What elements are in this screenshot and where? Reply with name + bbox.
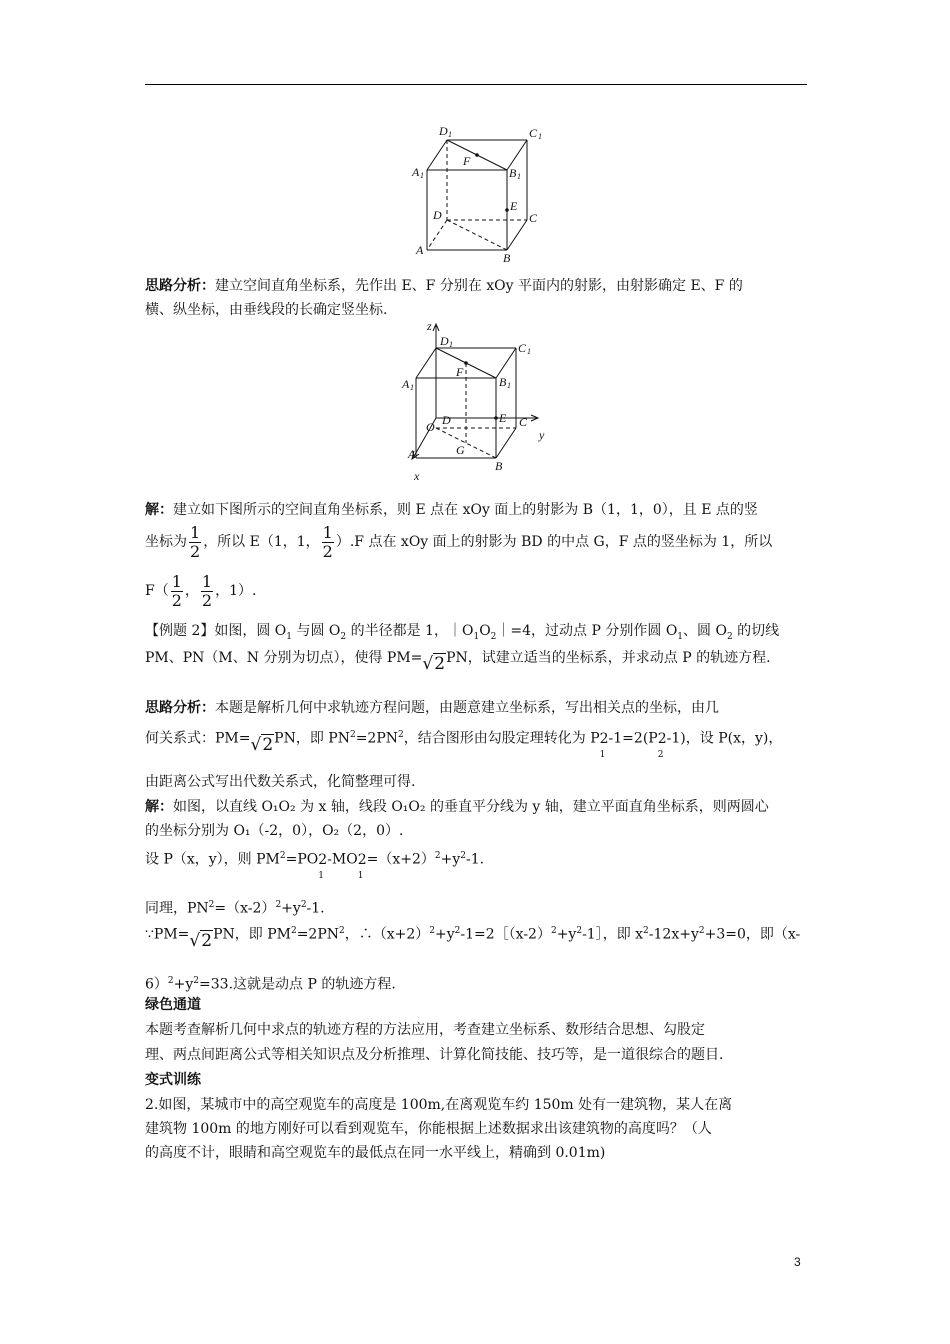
svg-text:B: B: [509, 166, 517, 180]
variant-training-heading: 变式训练: [145, 1072, 201, 1088]
svg-text:A: A: [416, 243, 424, 257]
solution2-line-e: ∵PM=√2PN，即 $PM^2=2PN^2$，$\therefore(x+2)^2+y^2-1=2[(x-2)^2+y^2-1]$，即 $x^2-12x+y^2+3=0$，即（x-: [145, 926, 801, 951]
svg-text:1: 1: [527, 347, 531, 356]
svg-text:1: 1: [507, 381, 511, 390]
svg-text:1: 1: [410, 383, 414, 392]
solution1-line-b: 坐标为 $\frac{1}{2}$ ，所以 E（1，1， $\frac{1}{2}$ ）.F 点在 xOy 面上的射影为 BD 的中点 G，F 点的竖坐标为 1，所以: [145, 522, 773, 561]
svg-text:D: D: [439, 124, 448, 138]
fraction-one-half: $\frac{1}{2}$: [322, 522, 333, 561]
svg-text:z: z: [427, 319, 432, 333]
fraction-one-half: $\frac{1}{2}$: [201, 571, 213, 610]
svg-text:F: F: [463, 154, 471, 168]
solution1-line-a: 解：建立如下图所示的空间直角坐标系，则 E 点在 xOy 面上的射影为 B（1，1，0），且 E 点的竖: [145, 502, 758, 518]
fraction-one-half: $\frac{1}{2}$: [171, 571, 182, 610]
solution2-line-c: 设 P（x，y），则 $PM^2=PO2$ 1 -MO2 1 $=(x+2)^2+y^2-1$.: [145, 851, 485, 881]
analysis2-line-a: 思路分析：本题是解析几何中求轨迹方程问题，由题意建立坐标系，写出相关点的坐标，由几: [145, 700, 719, 716]
fraction-one-half: $\frac{1}{2}$: [190, 522, 201, 561]
green-channel-line-b: 理、两点间距离公式等相关知识点及分析推理、计算化简技能、技巧等，是一道很综合的题目.: [145, 1047, 724, 1063]
analysis2-line-b: 何关系式：PM=√2PN，即 $PN^2=2PN^2$，结合图形由勾股定理转化为 P2 1 -1=2(P2 2 -1)，设 P(x，y)，: [145, 730, 783, 760]
svg-text:F: F: [456, 365, 464, 379]
solution1-line-c: F（ $\frac{1}{2}$ ， $\frac{1}{2}$ ，1）.: [145, 571, 257, 610]
page-number: 3: [794, 1255, 801, 1269]
svg-text:D: D: [440, 334, 449, 348]
analysis1-line-a: 思路分析：建立空间直角坐标系，先作出 E、F 分别在 xOy 平面内的射影，由射影确定 E、F 的: [145, 278, 743, 294]
svg-text:y: y: [539, 428, 545, 442]
svg-text:C: C: [529, 126, 538, 140]
svg-text:A: A: [412, 165, 420, 179]
solution2-line-f: $6)^2+y^2=33$.这就是动点 P 的轨迹方程.: [145, 976, 396, 993]
svg-text:A: A: [402, 377, 410, 391]
sqrt-two: √2: [250, 734, 274, 755]
svg-text:O: O: [426, 420, 435, 434]
example2-line-b: PM、PN（M、N 分别为切点），使得 PM=√2PN，试建立适当的坐标系，并求动点 P 的轨迹方程.: [145, 650, 771, 674]
svg-text:D: D: [442, 413, 451, 427]
green-channel-line-a: 本题考查解析几何中求点的轨迹方程的方法应用，考查建立坐标系、数形结合思想、勾股定: [145, 1022, 705, 1038]
solution2-line-b: 的坐标分别为 O₁（-2，0），O₂（2，0）.: [145, 823, 404, 839]
svg-text:G: G: [456, 443, 465, 457]
cube-figure-2: [398, 318, 563, 488]
svg-text:B: B: [495, 459, 503, 473]
svg-text:E: E: [510, 199, 518, 213]
analysis1-line-b: 横、纵坐标，由垂线段的长确定竖坐标.: [145, 302, 388, 318]
svg-text:1: 1: [420, 171, 424, 180]
analysis2-line-c: 由距离公式写出代数关系式，化简整理可得.: [145, 774, 416, 790]
svg-text:C: C: [518, 341, 527, 355]
solution2-line-d: 同理，$PN^2=(x-2)^2+y^2-1$.: [145, 900, 325, 917]
green-channel-heading: 绿色通道: [145, 997, 201, 1013]
solution2-line-a: 解：如图，以直线 O₁O₂ 为 x 轴，线段 O₁O₂ 的垂直平分线为 y 轴，建立平面直角坐标系，则两圆心: [145, 799, 769, 815]
svg-text:B: B: [499, 375, 507, 389]
sqrt-two: √2: [422, 654, 446, 674]
example2-line-a: 【例题 2】如图，圆 $O_1$ 与圆 $O_2$ 的半径都是 1，$|O_1O_2|=4$，过动点 P 分别作圆 $O_1$、圆 $O_2$ 的切线: [145, 623, 780, 642]
variant-training-line-b: 建筑物 100m 的地方刚好可以看到观览车，你能根据上述数据求出该建筑物的高度吗？（人: [145, 1121, 712, 1137]
svg-text:1: 1: [448, 130, 452, 139]
variant-training-line-c: 的高度不计，眼睛和高空观览车的最低点在同一水平线上，精确到 0.01m): [145, 1145, 606, 1161]
cube-figure-1: [405, 122, 555, 262]
sqrt-two: √2: [189, 930, 213, 951]
header-rule: [145, 84, 807, 85]
svg-text:1: 1: [517, 172, 521, 181]
svg-text:1: 1: [538, 132, 542, 141]
svg-text:D: D: [433, 208, 442, 222]
svg-text:x: x: [414, 469, 420, 483]
svg-text:E: E: [499, 411, 507, 425]
svg-text:B: B: [503, 251, 511, 262]
svg-text:C: C: [519, 415, 528, 429]
svg-text:A: A: [408, 447, 416, 461]
svg-text:C: C: [529, 211, 538, 225]
variant-training-line-a: 2.如图，某城市中的高空观览车的高度是 100m,在离观览车约 150m 处有一建筑物，某人在离: [145, 1097, 733, 1113]
svg-text:1: 1: [449, 340, 453, 349]
